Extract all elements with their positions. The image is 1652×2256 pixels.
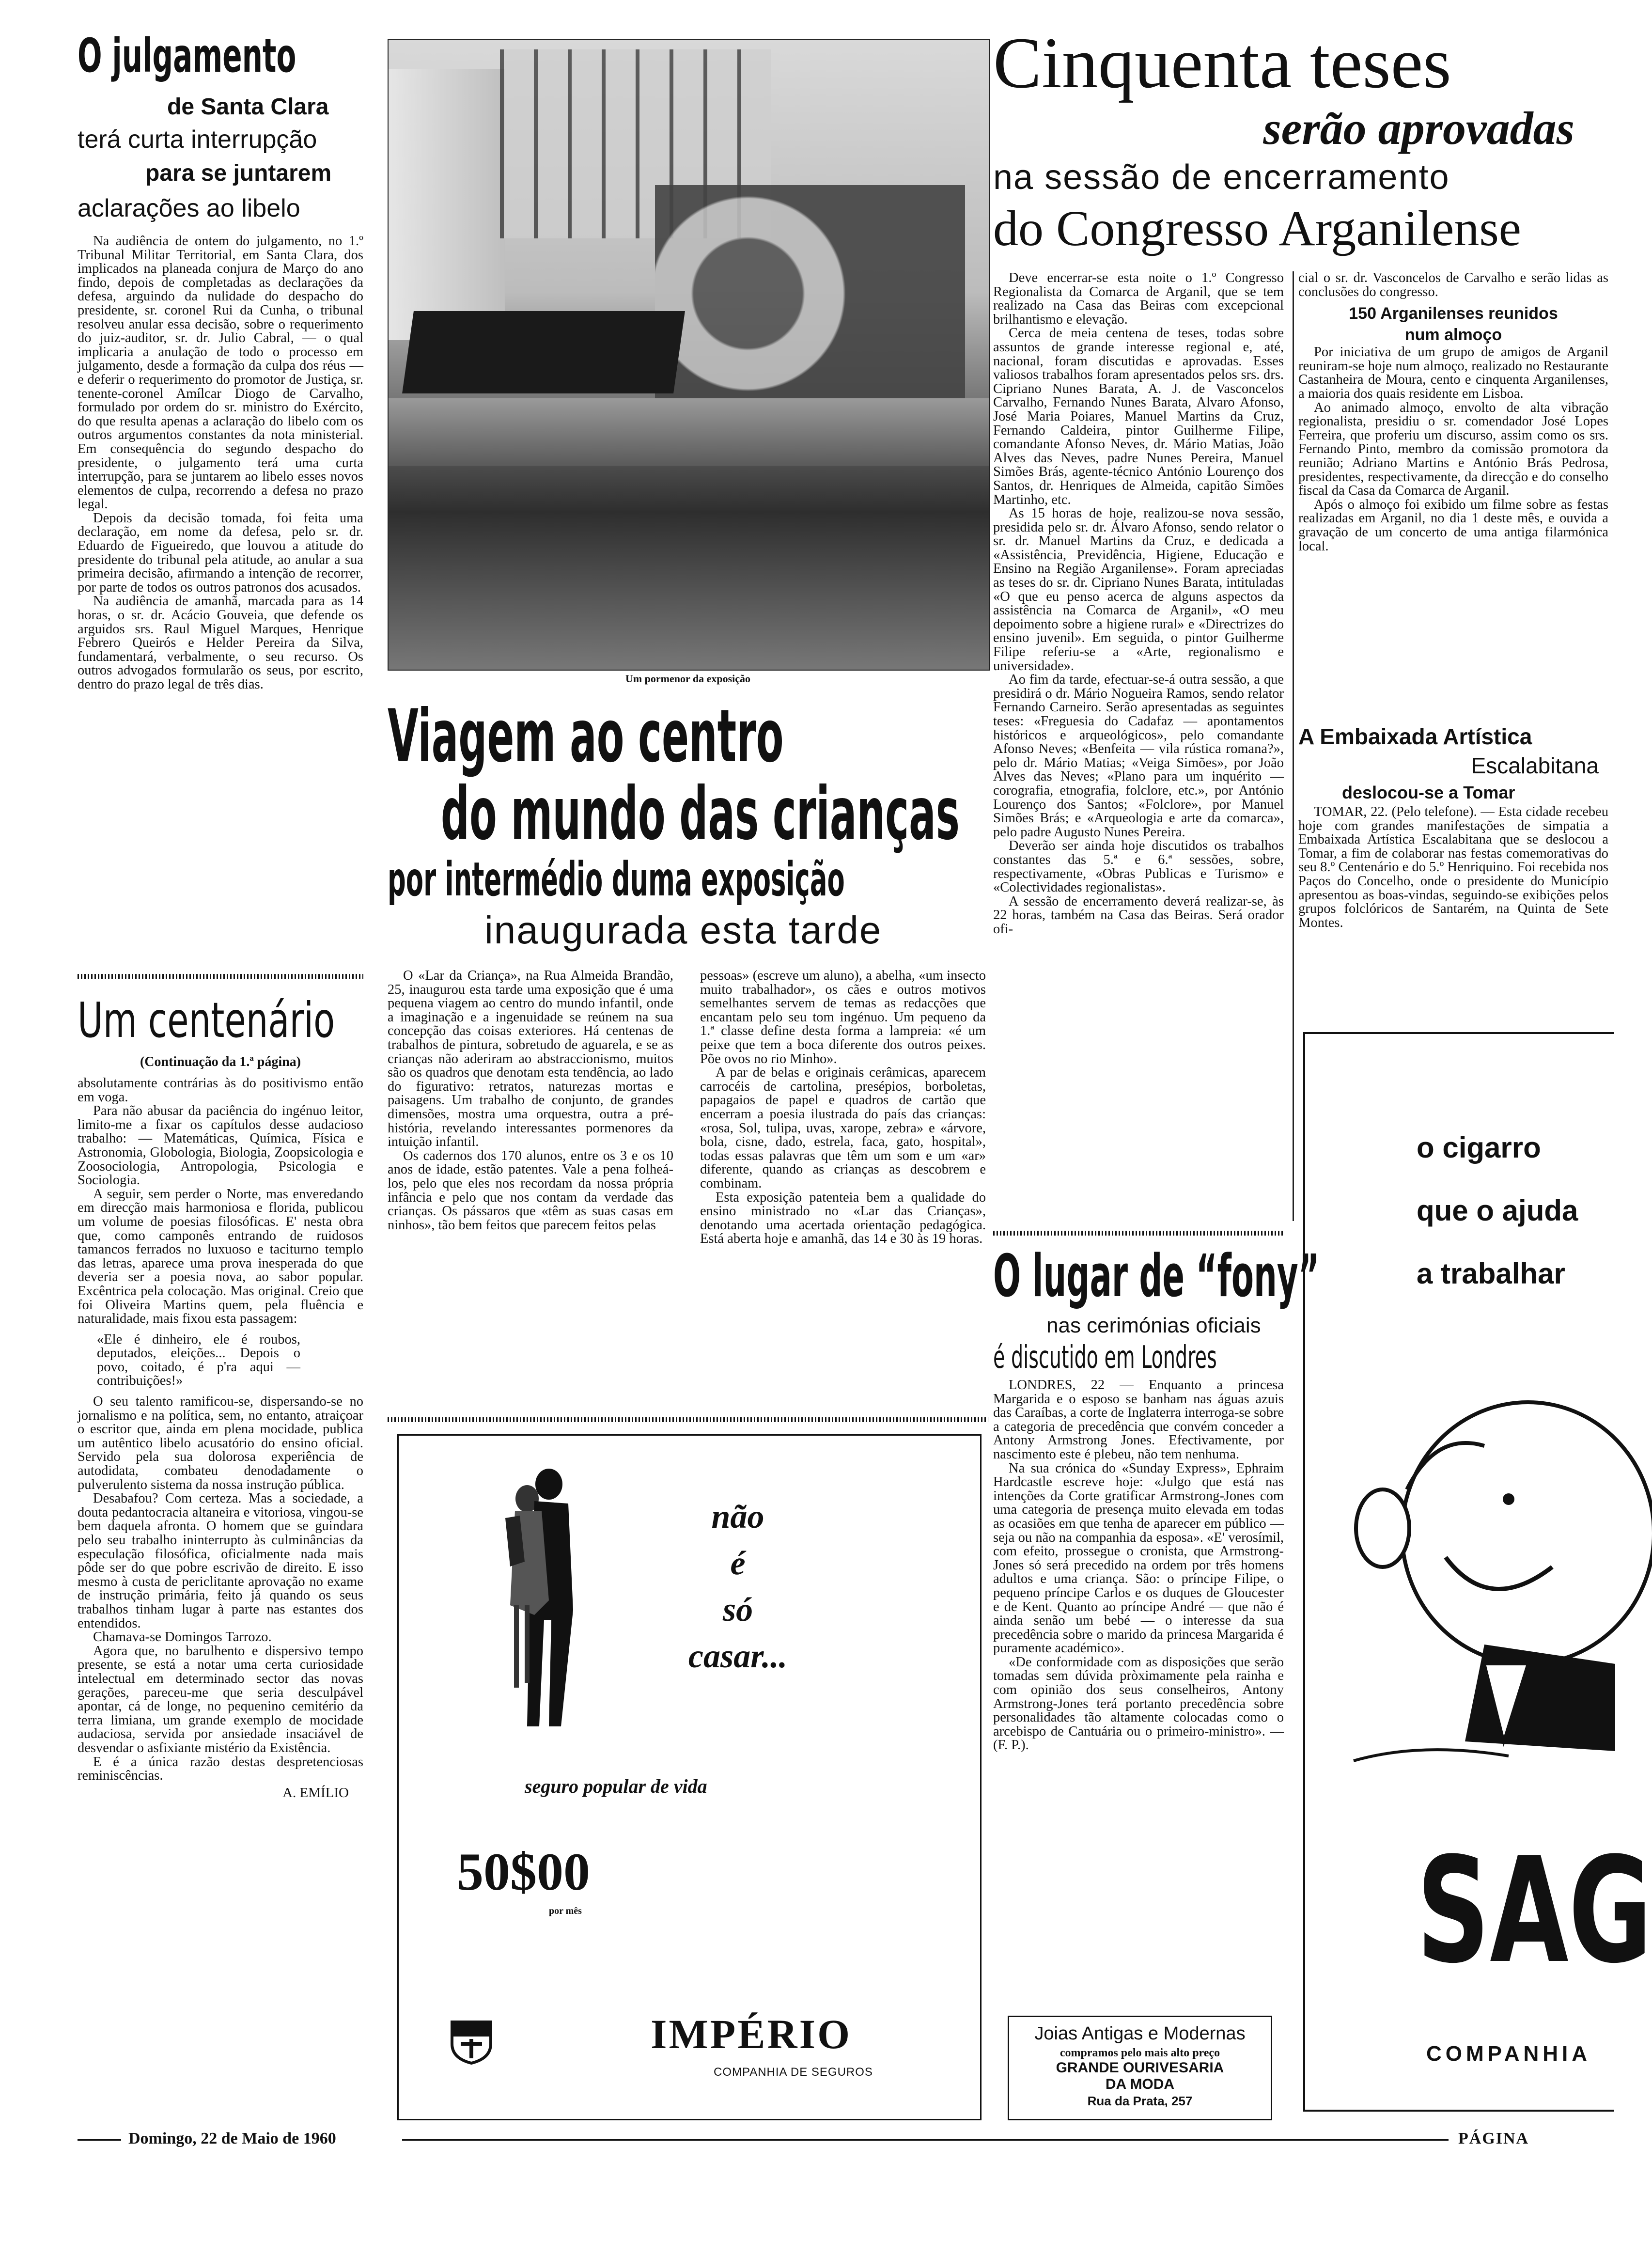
column-divider-rule <box>1293 271 1294 1221</box>
embaixada-headline-2: Escalabitana <box>1471 753 1599 778</box>
fony-headline-1: O lugar de “fony” <box>993 1243 1320 1310</box>
congresso-headline-2: serão aprovadas <box>1263 102 1574 154</box>
congresso-col-2 <box>1298 271 1608 553</box>
imperio-company: COMPANHIA DE SEGUROS <box>714 2066 873 2079</box>
footer-rule-mid <box>402 2139 1449 2141</box>
julgamento-subhead-2: terá curta interrupção <box>78 125 317 154</box>
congresso-paragraph: Deverão ser ainda hoje discutidos os trabalhos constantes das 5.ª e 6.ª sessões, sobre, respectivamente, «Obras Publicas e Turismo» e «Colectividades regionalistas». <box>993 838 1284 895</box>
fony-headline-2: nas cerimónias oficiais <box>1046 1314 1261 1337</box>
fony-paragraph: «De conformidade com as disposições que serão tomadas sem dúvida pròximamente pela rainha e com opinião dos seus conselheiros, Antony Armstrong-Jones terá portanto precedência sobre personalidades tão altamente colocadas como o arcebispo de Cantuária ou o primeiro-ministro». — (F. P.). <box>993 1654 1284 1753</box>
julgamento-subhead-3: para se juntarem <box>145 160 332 186</box>
imperio-slogan-3: só <box>722 1591 753 1629</box>
imperio-brand: IMPÉRIO <box>651 2011 852 2057</box>
centenario-paragraph: Chamava-se Domingos Tarrozo. <box>93 1629 272 1645</box>
imperio-shield-icon <box>447 2017 496 2066</box>
arganilenses-subhead-1: 150 Arganilenses reunidos <box>1349 304 1558 323</box>
centenario-headline: Um centenário <box>78 992 335 1049</box>
centenario-paragraph: Agora que, no barulhento e dispersivo tempo presente, se está a notar uma certa curiosidade intelectual em determinado sector das novas gerações, pareceu-me que seria desculpável apontar, cá de longe, no pequenino cemitério da terra limiana, um grande exemplo de mocidade audaciosa, servida por ansiedade insaciável de desvendar o asfixiante mistério da Existência. <box>78 1643 363 1755</box>
cigarro-line-1: o cigarro <box>1417 1131 1541 1164</box>
congresso-paragraph: As 15 horas de hoje, realizou-se nova sessão, presidida pelo sr. dr. Álvaro Afonso, sendo relator o sr. dr. Manuel Martins da Cruz, e dedicada a «Assistência, Previdência, Higiene, Educação e Ensino na Região Arganilense». Foram apreciadas as teses do sr. dr. Cipriano Nunes Barata, intituladas «O que eu penso acerca de alguns aspectos da assistência na Comarca de Arganil», «O meu depoimento sobre a higiene rural» e «Directrizes do ensino juvenil». Em seguida, o pintor Guilherme Filipe referiu-se a «Arte, regionalismo e universidade». <box>993 506 1284 674</box>
centenario-article <box>78 993 363 1802</box>
viagem-col-2 <box>700 969 986 1246</box>
fony-paragraph: LONDRES, 22 — Enquanto a princesa Margarida e o esposo se banham nas águas azuis das Caraíbas, a corte de Inglaterra interroga-se sobre a categoria de precedência que convém conceder a Antony Armstrong Jones. Efectivamente, por nascimento este é plebeu, não tem nenhuma. <box>993 1378 1284 1462</box>
embaixada-paragraph: TOMAR, 22. (Pelo telefone). — Esta cidade recebeu hoje com grandes manifestações de simpatia a Embaixada Artística Escalabitana que se deslocou a Tomar, a fim de colaborar nas festas comemorativas do seu 8.º Centenário e do 5.º Henriquino. Foi recebida nos Paços do Concelho, onde o presidente do Município apresentou as boas-vindas, seguindo-se exibições pelos grupos folclóricos de Santarém, na Quinta de Sete Montes. <box>1298 804 1608 930</box>
fony-article <box>993 1243 1320 1753</box>
julgamento-headline: O julgamento <box>78 29 296 83</box>
viagem-headline-4: inaugurada esta tarde <box>484 909 882 952</box>
exhibition-photo <box>388 39 990 671</box>
centenario-paragraph: A seguir, sem perder o Norte, mas enveredando em direcção mais harmoniosa e florida, publicou um volume de poesias filosóficas. E' nesta obra que, como camponês entrando de ruidosos tamancos ferrados no luxuoso e taciturno templo das letras, aparece uma prova inesperada do que deveria ser a poesia nova, ao sabor popular. Excêntrica pela colocação. Mas original. Creio que foi Oliveira Martins quem, pela fluência e naturalidade, mais fixou esta passagem: <box>78 1186 363 1327</box>
column-divider-rule <box>388 1417 988 1422</box>
congresso-col-1 <box>993 271 1284 937</box>
viagem-col-1 <box>388 969 673 1232</box>
column-divider-rule <box>993 1231 1284 1236</box>
congresso-headline-3: na sessão de encerramento <box>993 158 1450 197</box>
viagem-paragraph: Os cadernos dos 170 alunos, entre os 3 e os 10 anos de idade, estão patentes. Vale a pena folheá-los, pelo que eles nos recordam da nossa própria infância e pelo que nos contam da verdade das crianças. Os pássaros que «têm as suas casas em ninhos», tão bem feitos que parecem feitos pelas <box>388 1148 673 1233</box>
congresso-paragraph: A sessão de encerramento deverá realizar-se, às 22 horas, também na Casa das Beiras. Será orador ofi- <box>993 893 1284 937</box>
embaixada-article <box>1298 722 1608 930</box>
viagem-headline-block <box>388 694 988 969</box>
congresso-paragraph: Deve encerrar-se esta noite o 1.º Congresso Regionalista da Comarca de Arganil, que se tem realizado na Casa das Beiras com excepcional brilhantismo e elevação. <box>993 270 1284 327</box>
imperio-slogan-2: é <box>730 1545 746 1582</box>
viagem-paragraph: pessoas» (escreve um aluno), a abelha, «um insecto muito trabalhador», os cães e outros motivos semelhantes servem de temas as redacções que encantam pelo seu tom ingénuo. Um pequeno da 1.ª classe define desta forma a lampreia: «é um peixe que tem a boca diferente dos outros peixes. Põe ovos no rio Minho». <box>700 968 986 1066</box>
arganilenses-paragraph: Por iniciativa de um grupo de amigos de Arganil reuniram-se hoje num almoço, realizado no Restaurante Castanheira de Moura, cento e cinquenta Arganilenses, a maioria dos quais residente em Lisboa. <box>1298 345 1608 401</box>
viagem-headline-3: por intermédio duma exposição <box>388 852 845 907</box>
congresso-headline-4: do Congresso Arganilense <box>993 201 1521 256</box>
imperio-price: 50$00 <box>457 1842 590 1901</box>
joias-line-1: Joias Antigas e Modernas <box>1034 2023 1246 2044</box>
julgamento-paragraph: Na audiência de amanhã, marcada para as 14 horas, o sr. dr. Acácio Gouveia, que defende os arguidos srs. Raul Miguel Marques, Henrique Febrero Queirós e Helder Pereira da Silva, fundamentará, verbalmente, o seu recurso. Os outros advogados formularão os seus, por escrito, dentro do prazo legal de três dias. <box>78 594 363 692</box>
joias-line-3: GRANDE OURIVESARIA <box>1056 2060 1224 2076</box>
imperio-tagline: seguro popular de vida <box>525 1775 707 1797</box>
julgamento-subhead-4: aclarações ao libelo <box>78 194 300 222</box>
cigarro-line-3: a trabalhar <box>1417 1257 1565 1290</box>
viagem-headline-2: do mundo das crianças <box>441 772 960 856</box>
centenario-paragraph: Desabafou? Com certeza. Mas a sociedade, a douta pedantocracia altaneira e vitoriosa, vingou-se bem daquela afronta. O homem que se guindara pelo seu trabalho ininterrupto às culminâncias da especulação filosófica, oficialmente nada mais pôde ser do que pobre escrivão de direito. E isso mesmo à custa de periclitante aprovação no exame de instrução primária, feito já quando os seus trabalhos tinham lugar à parte nas estantes dos entendidos. <box>78 1491 363 1631</box>
column-divider-rule <box>78 974 363 979</box>
imperio-slogan-4: casar... <box>688 1638 788 1675</box>
footer-date: Domingo, 22 de Maio de 1960 <box>128 2130 336 2147</box>
centenario-signature: A. EMÍLIO <box>282 1785 349 1801</box>
couple-illustration <box>476 1465 602 1736</box>
centenario-continuation: (Continuação da 1.ª página) <box>140 1054 301 1069</box>
cigarro-advertisement <box>1303 1032 1652 2112</box>
julgamento-article <box>78 29 363 692</box>
imperio-per-month: por mês <box>549 1906 582 1916</box>
joias-advertisement <box>1008 2016 1272 2120</box>
cartoon-face-illustration <box>1325 1373 1635 1809</box>
footer-rule-left <box>78 2139 121 2141</box>
joias-line-2: compramos pelo mais alto preço <box>1060 2047 1220 2059</box>
julgamento-paragraph: Depois da decisão tomada, foi feita uma declaração, em nome da defesa, pelo sr. dr. Eduardo de Figueiredo, que louvou a atitude do presidente do tribunal pela atitude, ao anular a sua primeira decisão, afirmando a intenção de recorrer, por parte de todos os outros patronos dos acusados. <box>78 510 363 595</box>
viagem-paragraph: O «Lar da Criança», na Rua Almeida Brandão, 25, inaugurou esta tarde uma exposição que é uma pequena viagem ao centro do mundo infantil, onde a imaginação e a ingenuidade se reúnem na sua concepção das coisas exteriores. Há centenas de trabalhos de pintura, sobretudo de aguarela, e se as crianças não aderiram ao abstraccionismo, muitos são os quadros que denotam esta tendência, ao lado do figurativo: retratos, naturezas mortas e paisagens. Um trabalho de conjunto, de grandes dimensões, mostra uma orquestra, outra a pré-história, revelando interessantes pormenores da intuição infantil. <box>388 968 673 1150</box>
joias-line-5: Rua da Prata, 257 <box>1087 2094 1193 2108</box>
arganilenses-paragraph: Após o almoço foi exibido um filme sobre as festas realizadas em Arganil, no dia 1 deste mês, e ouvida a gravação de um concerto de uma antiga filarmónica local. <box>1298 497 1608 554</box>
centenario-paragraph: O seu talento ramificou-se, dispersando-se no jornalismo e na política, sem, no entanto, atraiçoar o escritor que, ainda em plena mocidade, publica um autêntico libelo acusatório do ensino oficial. Servido pela sua dolorosa experiência de autodidata, combateu denodadamente o pulverulento sistema da nossa instrução pública. <box>78 1394 363 1492</box>
fony-paragraph: Na sua crónica do «Sunday Express», Ephraim Hardcastle escreve hoje: «Julgo que está nas intenções da Corte gratificar Armstrong-Jones com uma categoria de presença muito elevada em todas as ocasiões em que tenha de aparecer em público — seja ou não na companhia da esposa». «E' verosímil, com efeito, prossegue o cronista, que Armstrong-Jones só será precedido na ordem por três homens adultos e uma criança. São: o príncipe Filipe, o pequeno príncipe Carlos e os duques de Gloucester e de Kent. Quanto ao príncipe André — que não é ainda senão um bebé — o interesse da sua precedência sobre o marido da princesa Margarida é puramente académico». <box>993 1460 1284 1656</box>
arganilenses-paragraph: Ao animado almoço, envolto de alta vibração regionalista, presidiu o sr. comendador José Lopes Ferreira, que proferiu um discurso, assim como os srs. Fernando Pinto, membro da comissão promotora da reunião; Adriano Martins e António Brás Pedrosa, presidentes, respectivamente, da direcção e do conselho fiscal da Casa da Comarca de Arganil. <box>1298 400 1608 499</box>
cigarro-line-2: que o ajuda <box>1417 1194 1578 1227</box>
footer-page-label: PÁGINA <box>1458 2130 1529 2147</box>
joias-line-4: DA MODA <box>1105 2076 1175 2092</box>
sag-company: COMPANHIA <box>1426 2042 1591 2066</box>
centenario-paragraph: E é a única razão destas despretenciosas reminiscências. <box>78 1754 363 1784</box>
photo-caption: Um pormenor da exposição <box>625 673 751 685</box>
viagem-paragraph: A par de belas e originais cerâmicas, aparecem carrocéis de cartolina, presépios, borboletas, papagaios de papel e quadros de cartão que encerram a poesia ilustrada do país das crianças: «rosa, Sol, tulipa, uvas, xarope, zebra» e «árvore, bola, cisne, dado, estrela, faca, gato, hospital», todas essas palavras que têm um som e um «ar» diferente, quando as crianças as descobrem e combinam. <box>700 1065 986 1191</box>
viagem-headline-1: Viagem ao centro <box>388 694 784 779</box>
congresso-headline-block <box>993 24 1589 258</box>
centenario-paragraph: Para não abusar da paciência do ingénuo leitor, limito-me a fixar os capítulos desse audacioso trabalho: — Matemáticas, Química, Física e Astronomia, Globologia, Biologia, Zoopsicologia e Zoosociologia, Antropologia, Psicologia e Sociologia. <box>78 1103 363 1188</box>
imperio-advertisement <box>397 1434 982 2120</box>
viagem-paragraph: Esta exposição patenteia bem a qualidade do ensino ministrado no «Lar das Crianças», denotando uma acertada orientação pedagógica. Está aberta hoje e amanhã, das 14 e 30 às 19 horas. <box>700 1190 986 1247</box>
embaixada-headline-1: A Embaixada Artística <box>1298 724 1532 749</box>
fony-headline-3: é discutido em Londres <box>993 1340 1217 1376</box>
embaixada-headline-3: deslocou-se a Tomar <box>1342 783 1515 802</box>
julgamento-subhead-1: de Santa Clara <box>167 94 329 120</box>
centenario-paragraph: absolutamente contrárias às do positivismo então em voga. <box>78 1076 363 1105</box>
arganilenses-subhead-2: num almoço <box>1404 326 1502 345</box>
congresso-paragraph: Cerca de meia centena de teses, todas sobre assuntos de grande interesse regional e, até, nacional, foram discutidas e aprovadas. Esses valiosos trabalhos foram apresentados pelos srs. drs. Cipriano Nunes Barata, A. J. de Vasconcelos Carvalho, Fernando Nunes Barata, Alvaro Afonso, José Maria Poiares, Manuel Martins da Cruz, Fernando Caldeira, pintor Guilherme Filipe, comandante Afonso Neves, dr. Mário Matias, João Alves das Neves, padre Nunes Pereira, Manuel Simões Brás, agente-técnico António Lourenço dos Santos, dr. Henriques de Almeida, capitão Simões Martinho, etc. <box>993 326 1284 507</box>
congresso-paragraph: cial o sr. dr. Vasconcelos de Carvalho e serão lidas as conclusões do congresso. <box>1298 270 1608 299</box>
congresso-headline-1: Cinquenta teses <box>993 23 1451 103</box>
sag-brand: SAG <box>1417 1826 1652 1995</box>
imperio-slogan-1: não <box>711 1498 764 1535</box>
centenario-quote: «Ele é dinheiro, ele é roubos, deputados, eleições... Depois o povo, coitado, é p'ra aqui — contribuições!» <box>97 1332 300 1389</box>
congresso-paragraph: Ao fim da tarde, efectuar-se-á outra sessão, a que presidirá o dr. Mário Nogueira Ramos, sendo relator Fernando Carneiro. Serão apresentadas as seguintes teses: «Freguesia do Cadafaz — apontamentos históricos e arqueológicos», pelo comandante Afonso Neves; «Benfeita — vila rústica romana?», pelo dr. Mário Matias; «Veiga Simões», por João Alves das Neves; «Plano para um inquérito — corografia, etnografia, folclore, etc.», por António Lourenço dos Santos; «Folclore», por Manuel Simões Brás; e «Arqueologia e arte da comarca», pelo padre Augusto Nunes Pereira. <box>993 672 1284 840</box>
julgamento-paragraph: Na audiência de ontem do julgamento, no 1.º Tribunal Militar Territorial, em Santa Clara, dos implicados na planeada conjura de Março do ano findo, depois de completadas as declarações da defesa, arguindo da nulidade do despacho do presidente, sr. coronel Rui da Cunha, o tribunal resolveu anular essa decisão, sobre o requerimento do juiz-auditor, sr. dr. Julio Cabral, — o qual implicaria a anulação de todo o processo em julgamento, desde a formação da culpa dos réus — e deferir o requerimento do promotor de Justiça, sr. tenente-coronel Amílcar Diogo de Carvalho, formulado por ordem do sr. ministro do Exército, do que resulta apenas a aclaração do libelo com os outros argumentos constantes da nota ministerial. Em consequência do segundo despacho do presidente, o julgamento terá uma curta interrupção, para se juntarem ao libelo esses novos elementos de culpa, recorrendo a defesa no prazo legal. <box>78 234 363 512</box>
